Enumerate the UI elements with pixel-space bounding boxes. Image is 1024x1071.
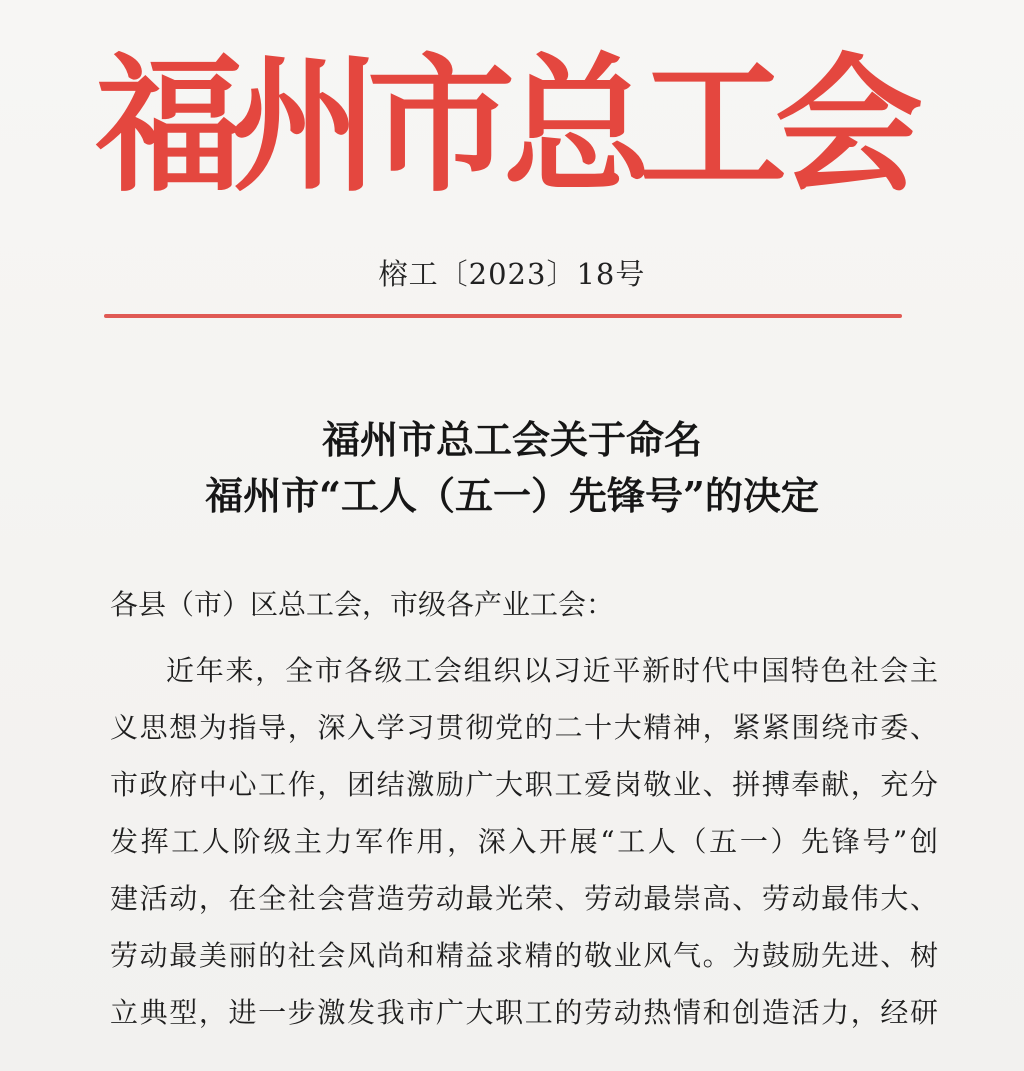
title-line-2: 福州市“工人（五一）先锋号”的决定: [205, 473, 819, 518]
letterhead-char: 会: [775, 38, 923, 212]
letterhead-char: 市: [367, 38, 515, 212]
letterhead-char: 州: [231, 38, 379, 212]
body-line: 市政府中心工作，团结激励广大职工爱岗敬业、拼搏奉献，充分: [110, 768, 938, 801]
organization-letterhead: [95, 38, 923, 212]
body-line: 义思想为指导，深入学习贯彻党的二十大精神，紧紧围绕市委、: [110, 711, 938, 744]
body-line: 建活动，在全社会营造劳动最光荣、劳动最崇高、劳动最伟大、: [110, 882, 938, 915]
body-line: 劳动最美丽的社会风尚和精益求精的敬业风气。为鼓励先进、树: [110, 939, 938, 972]
salutation: 各县（市）区总工会，市级各产业工会：: [110, 588, 615, 621]
body-line: 近年来，全市各级工会组织以习近平新时代中国特色社会主: [166, 654, 938, 687]
document-number: 榕工〔2023〕18号: [378, 257, 646, 291]
body-text: [110, 642, 940, 1041]
letterhead-char: 福: [95, 38, 243, 212]
letterhead-char: 总: [503, 38, 651, 212]
title-line-1: 福州市总工会关于命名: [321, 417, 702, 462]
letterhead-char: 工: [639, 38, 787, 212]
document-title: [0, 412, 1024, 524]
red-divider-line: [104, 314, 902, 318]
body-line: 立典型，进一步激发我市广大职工的劳动热情和创造活力，经研: [110, 996, 938, 1029]
body-line: 发挥工人阶级主力军作用，深入开展“工人（五一）先锋号”创: [110, 825, 938, 858]
